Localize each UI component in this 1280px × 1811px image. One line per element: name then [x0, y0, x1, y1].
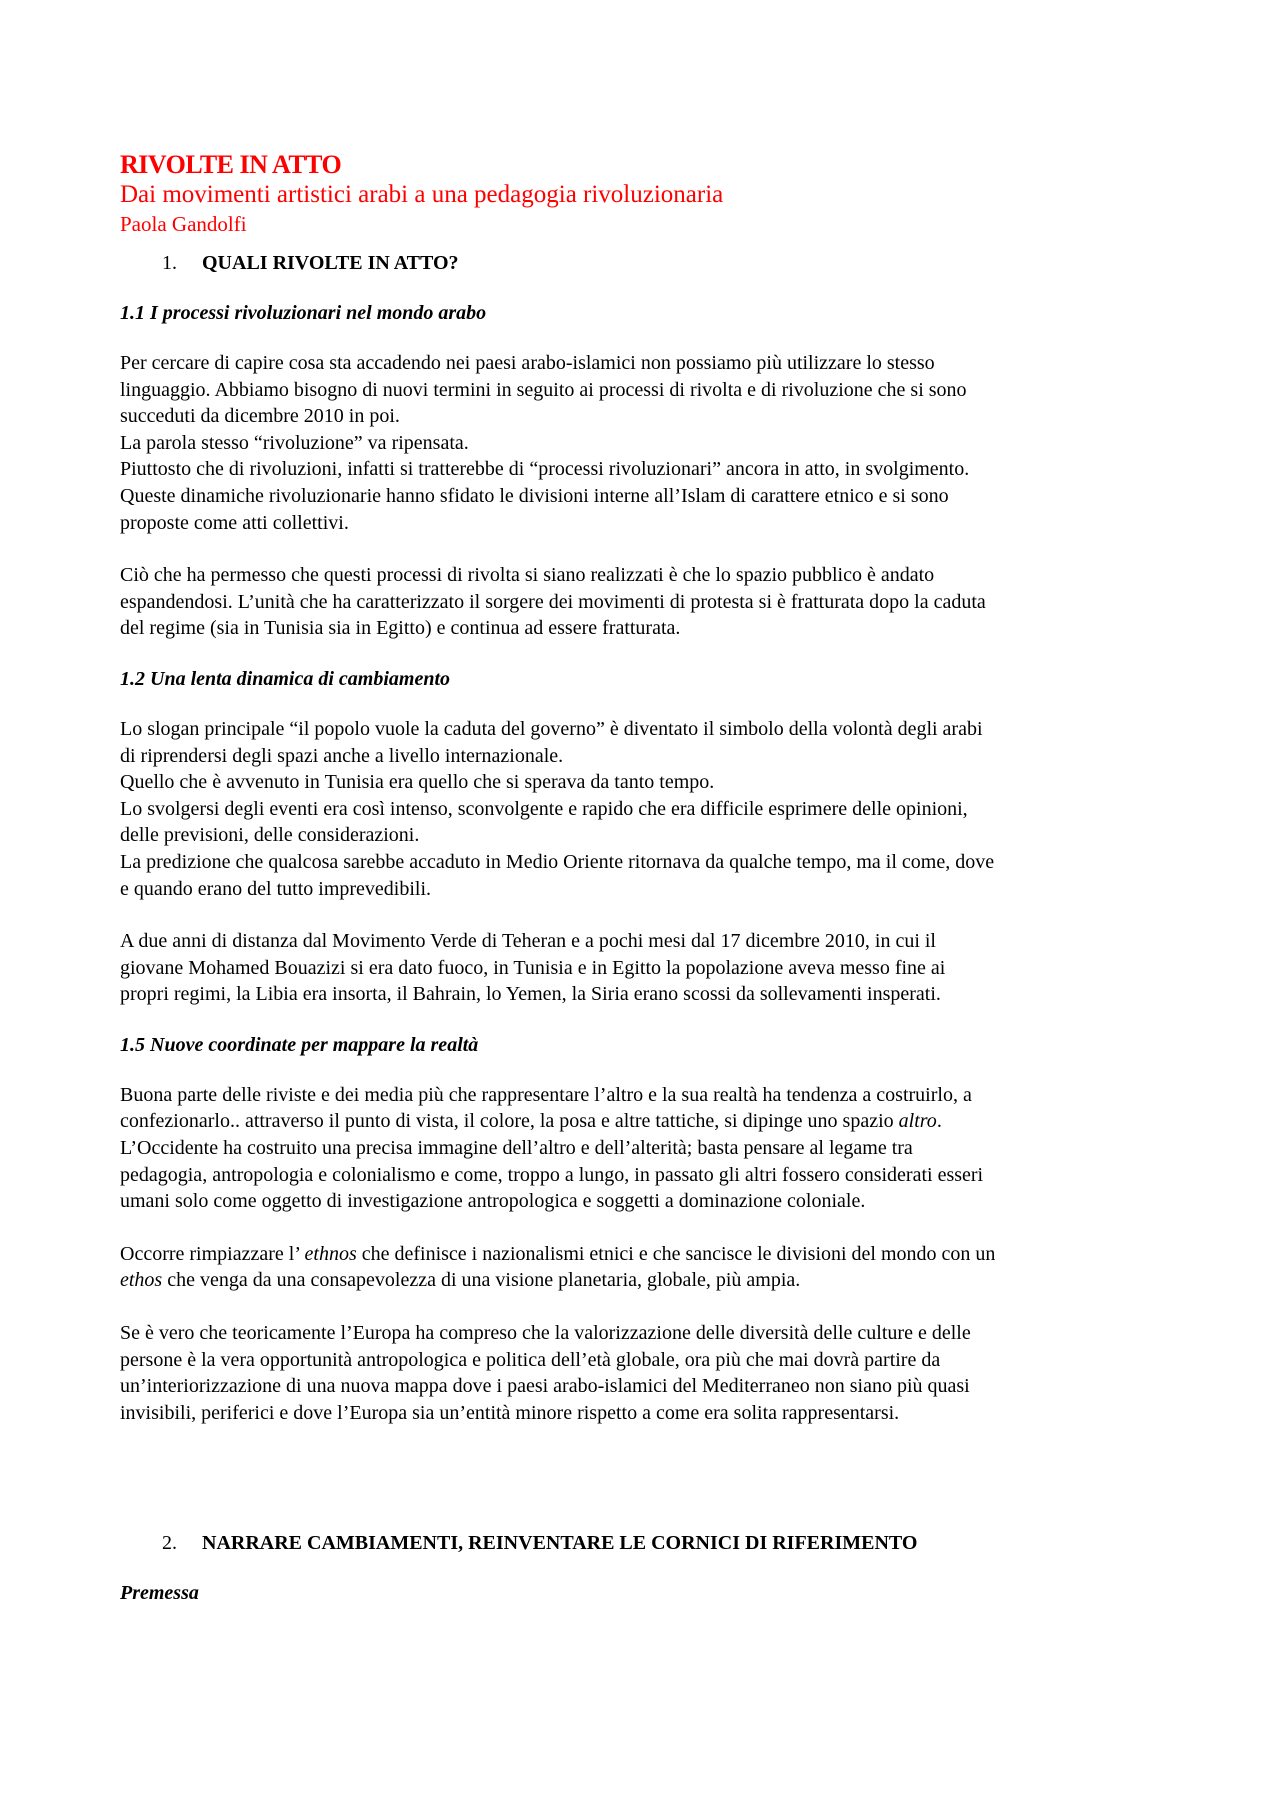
text-line: Se è vero che teoricamente l’Europa ha compreso che la valorizzazione delle diversità delle culture e delle: [120, 1322, 971, 1345]
text-line: di riprendersi degli spazi anche a livello internazionale.: [120, 744, 564, 767]
paragraph: [120, 1320, 1170, 1426]
text-line: Queste dinamiche rivoluzionarie hanno sfidato le divisioni interne all’Islam di carattere etnico e si sono: [120, 484, 949, 507]
text-line: Ciò che ha permesso che questi processi di rivolta si siano realizzati è che lo spazio pubblico è andato: [120, 564, 935, 587]
text-line: pedagogia, antropologia e colonialismo e come, troppo a lungo, in passato gli altri fossero considerati esseri: [120, 1163, 984, 1186]
text-line: giovane Mohamed Bouazizi si era dato fuoco, in Tunisia e in Egitto la popolazione aveva messo fine ai: [120, 956, 946, 979]
section-1-heading: [120, 250, 1170, 276]
text-line: L’Occidente ha costruito una precisa immagine dell’altro e dell’alterità; basta pensare al legame tra: [120, 1137, 913, 1160]
text-line: La predizione che qualcosa sarebbe accaduto in Medio Oriente ritornava da qualche tempo, ma il come, dove: [120, 850, 995, 873]
text-line: [120, 1267, 1170, 1294]
paragraph: [120, 928, 1170, 1008]
paragraph: [120, 716, 1170, 902]
paragraph: [120, 350, 1170, 536]
text-line: invisibili, periferici e dove l’Europa sia un’entità minore rispetto a come era solita rappresentarsi.: [120, 1401, 900, 1424]
text-line: un’interiorizzazione di una nuova mappa dove i paesi arabo-islamici del Mediterraneo non siano più quasi: [120, 1375, 970, 1398]
text-line: [120, 1241, 1170, 1268]
text-line: Per cercare di capire cosa sta accadendo nei paesi arabo-islamici non possiamo più utilizzare lo stesso: [120, 352, 935, 374]
document-page: [120, 150, 1170, 1606]
text-line: A due anni di distanza dal Movimento Verde di Teheran e a pochi mesi dal 17 dicembre 2010, in cui il: [120, 930, 936, 953]
subsection-1-1-heading: 1.1 I processi rivoluzionari nel mondo arabo: [120, 302, 487, 324]
document-title: RIVOLTE IN ATTO: [120, 150, 342, 179]
text-line: umani solo come oggetto di investigazione antropologica e soggetti a dominazione coloniale.: [120, 1190, 866, 1213]
text-line: linguaggio. Abbiamo bisogno di nuovi termini in seguito ai processi di rivolta e di rivoluzione che si sono: [120, 378, 967, 401]
text-line: Quello che è avvenuto in Tunisia era quello che si sperava da tanto tempo.: [120, 771, 715, 794]
text-line: proposte come atti collettivi.: [120, 511, 349, 534]
text-line: e quando erano del tutto imprevedibili.: [120, 877, 432, 900]
text-line: Lo svolgersi degli eventi era così intenso, sconvolgente e rapido che era difficile esprimere delle opinioni,: [120, 797, 968, 820]
text-line: propri regimi, la Libia era insorta, il Bahrain, lo Yemen, la Siria erano scossi da sollevamenti insperati.: [120, 983, 941, 1006]
paragraph: [120, 562, 1170, 642]
section-2-title: NARRARE CAMBIAMENTI, REINVENTARE LE CORNICI DI RIFERIMENTO: [202, 1532, 918, 1555]
text-run: che definisce i nazionalismi etnici e che sancisce le divisioni del mondo con un: [356, 1242, 996, 1265]
text-line: delle previsioni, delle considerazioni.: [120, 824, 420, 847]
text-run: Occorre rimpiazzare l’: [120, 1242, 305, 1265]
subsection-1-2-heading: 1.2 Una lenta dinamica di cambiamento: [120, 667, 451, 690]
emphasis-text: altro: [898, 1110, 937, 1133]
text-line: Lo slogan principale “il popolo vuole la caduta del governo” è diventato il simbolo della volontà degli arabi: [120, 717, 983, 740]
text-line: Buona parte delle riviste e dei media più che rappresentare l’altro e la sua realtà ha tendenza a costruirlo, a: [120, 1083, 972, 1106]
document-subtitle: Dai movimenti artistici arabi a una pedagogia rivoluzionaria: [120, 181, 724, 208]
text-line: [120, 1108, 1170, 1135]
paragraph: [120, 1241, 1170, 1294]
premise-heading: Premessa: [120, 1582, 199, 1605]
section-1-number: 1.: [162, 252, 177, 274]
section-2-heading: [120, 1530, 1170, 1556]
subsection-1-5-heading: 1.5 Nuove coordinate per mappare la realtà: [120, 1033, 479, 1056]
text-run: confezionarlo.. attraverso il punto di vista, il colore, la posa e altre tattiche, si dipinge uno spazio: [120, 1110, 899, 1133]
text-line: Piuttosto che di rivoluzioni, infatti si tratterebbe di “processi rivoluzionari” ancora in atto, in svolgimento.: [120, 458, 970, 481]
document-author: Paola Gandolfi: [120, 212, 247, 236]
text-line: espandendosi. L’unità che ha caratterizzato il sorgere dei movimenti di protesta si è fratturata dopo la caduta: [120, 590, 986, 613]
text-line: succeduti da dicembre 2010 in poi.: [120, 405, 400, 428]
text-line: del regime (sia in Tunisia sia in Egitto) e continua ad essere fratturata.: [120, 617, 681, 640]
emphasis-text: ethos: [120, 1269, 163, 1292]
text-line: persone è la vera opportunità antropologica e politica dell’età globale, ora più che mai dovrà partire da: [120, 1348, 941, 1371]
text-line: La parola stesso “rivoluzione” va ripensata.: [120, 431, 469, 454]
emphasis-text: ethnos: [304, 1242, 357, 1265]
section-2-number: 2.: [162, 1532, 177, 1555]
section-1-title: QUALI RIVOLTE IN ATTO?: [202, 252, 459, 274]
text-run: .: [936, 1110, 942, 1133]
paragraph: [120, 1082, 1170, 1215]
text-run: che venga da una consapevolezza di una visione planetaria, globale, più ampia.: [162, 1269, 801, 1292]
